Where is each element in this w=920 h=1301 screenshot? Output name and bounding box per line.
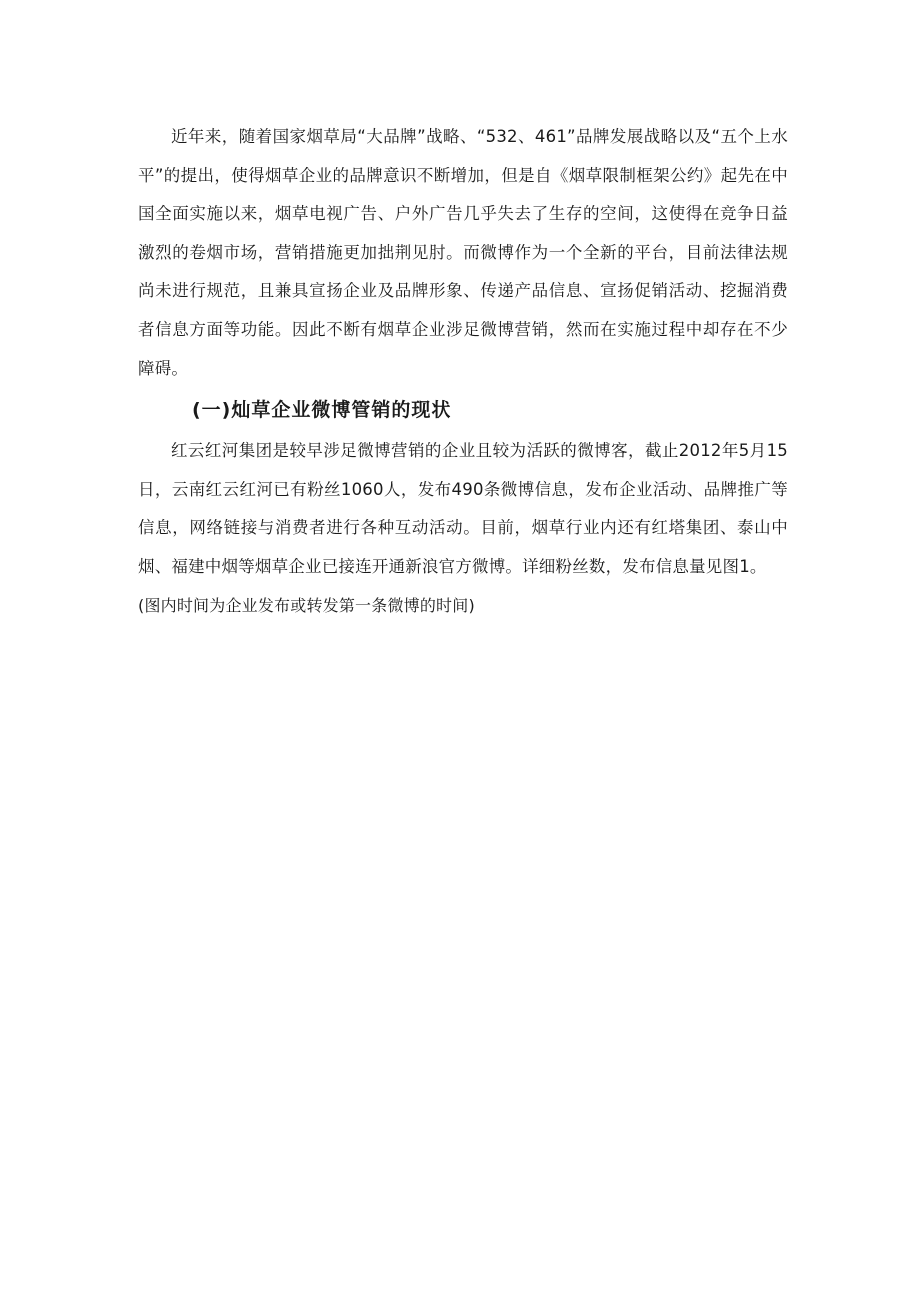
status-paragraph: 红云红河集团是较早涉足微博营销的企业且较为活跃的微博客，截止2012年5月15日，云南红云红河已有粉丝1060人，发布490条微博信息，发布企业活动、品牌推广等信息，网络链接与消费者进行各种互动活动。目前，烟草行业内还有红塔集团、泰山中烟、福建中烟等烟草企业已接连开通新浪官方微博。详细粉丝数，发布信息量见图1。 <box>138 441 788 576</box>
intro-paragraph: 近年来，随着国家烟草局“大品牌”战略、“532、461”品牌发展战略以及“五个上水平”的提出，使得烟草企业的品牌意识不断增加，但是自《烟草限制框架公约》起先在中国全面实施以来，烟草电视广告、户外广告几乎失去了生存的空间，这使得在竞争日益激烈的卷烟市场，营销措施更加拙荆见肘。而微博作为一个全新的平台，目前法律法规尚未进行规范，且兼具宣扬企业及品牌形象、传递产品信息、宣扬促销活动、挖掘消费者信息方面等功能。因此不断有烟草企业涉足微博营销，然而在实施过程中却存在不少障碍。 <box>138 127 788 378</box>
figure-note: (图内时间为企业发布或转发第一条微博的时间) <box>138 595 475 615</box>
section-heading: (一)灿草企业微博管销的现状 <box>192 399 452 422</box>
document-body <box>138 118 788 625</box>
